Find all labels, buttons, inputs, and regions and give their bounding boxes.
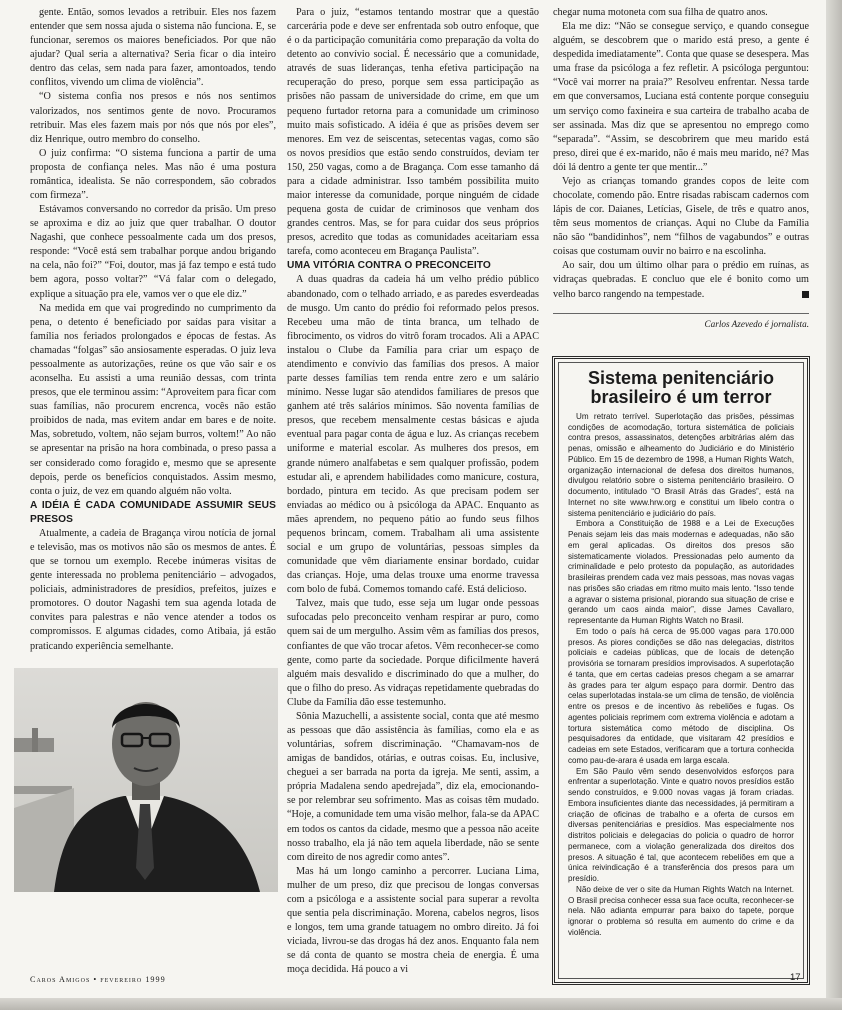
paragraph: “O sistema confia nos presos e nós nos sentimos valorizados, nos sentimos gente de novo. Procuramos retribuir. Mas eles fazem mais por nós que nós por eles”, diz Henrique, outro membro do conselho. bbox=[30, 91, 276, 145]
end-of-article-icon bbox=[802, 291, 809, 298]
paragraph: Para o juiz, “estamos tentando mostrar que a questão carcerária pode e deve ser enfrentada sob outro enfoque, que é o da participação comunitária como preparação da volta do detento ao convívio social. É necessário que a comunidade, através de suas lideranças, tenha efetiva participação na recuperação do preso, porque sem essa participação as prisões não passam de universidade do crime, em que um pequeno furtador retorna para a comunidade um criminoso muito mais sofisticado. A idéia é que as prisões devem ser menores. Em vez de seiscentas, setecentas vagas, como são os novos presídios que estão sendo construídos, deviam ter 150, 250 vagas, como a de Bragança. Com esse tamanho dá para a cidade administrar. Isso também possibilita muito maior interesse da comunidade, porque ninguém de cidade pequena gosta de cuidar de criminosos que venham dos grandes centros. Mas, se for para cuidar dos seus próprios presos, acredito que todas as comunidades aceitariam essa tarefa, como aconteceu em Bragança Paulista”. bbox=[287, 7, 539, 258]
paragraph: Vejo as crianças tomando grandes copos de leite com chocolate, comendo pão. Entre risadas rabiscam cadernos com lápis de cor. Daianes, Letícias, Gisele, de três e quatro anos, têm seus momentos de crianças. Aqui no Clube da Família não são “bandidinhos”, nem “filhos de vagabundos” e outras coisas que costumam ouvir no bairro e na escolinha. bbox=[553, 175, 809, 258]
sidebar-title: Sistema penitenciário brasileiro é um terror bbox=[587, 368, 775, 407]
page-edge-shadow bbox=[826, 0, 842, 1010]
paragraph: Estávamos conversando no corredor da prisão. Um preso se aproxima e diz ao juiz que quer trabalhar. O doutor Nagashi, que conhece pessoalmente cada um dos presos, responde: “Você está sem trabalhar porque andou brigando na cela, não foi?” “Foi, doutor, mas já faz tempo e está tudo bem agora, posso voltar?” “Vá falar com o delegado, explique a situação pra ele, vamos ver o que ele diz.” bbox=[30, 204, 276, 300]
paragraph: A duas quadras da cadeia há um velho prédio público abandonado, com o telhado arriado, e as paredes esverdeadas de musgo. Um canto do prédio foi reformado pelos presos. Recebeu uma mão de tinta branca, um telhado de fibrocimento, os vidros do vitrô foram trocados. Ali a APAC instalou o Clube da Família para criar um espaço de atendimento e convívio das famílias dos presos. A maior parte desses famílias tem renda entre zero e um salário mínimo. Nesse lugar são atendidos familiares de presos que ganhem até três salários mínimos. São noventa famílias de presos, que recebem mensalmente cestas básicas e ajuda eventual para pagar conta de água e luz. As crianças recebem uniforme e material escolar. As mulheres dos presos, em grande número analfabetas e sem qualquer profissão, podem estudar ali, e aprendem habilidades como manicure, costura, bordado, pintura em tecido. As que precisam podem ser enviadas ao médico ou à psicóloga da APAC. Enquanto as mães aprendem, no pequeno pátio ao fundo seus filhos pequenos brincam, comem. Trabalham ali uma assistente social e um grupo de voluntárias, pessoas simples da comunidade que vêm diariamente ensinar bordado, cuidar das crianças. Hoje, uma delas trouxe uma enorme travessa com bolo de fubá. Comemos tomando café. Está delicioso. bbox=[287, 274, 539, 596]
publication-footer: Caros Amigos • fevereiro 1999 bbox=[30, 975, 166, 984]
paragraph: Em todo o país há cerca de 95.000 vagas para 170.000 presos. As piores condições se dão nas delegacias, distritos policiais e cadeias públicas, que de locais de detenção provisória se tornaram presídios improvisados. A superlotação é tanta, que em certas cadeias presos chegam a se amarrar às grades para ter algum espaço para dormir. Dentro das celas superlotadas instala-se um clima de tensão, de violência entre os presos e de incentivo às rebeliões e fugas. Os agentes policiais reprimem com extrema violência e adotam a tortura sistemática como método de disciplina. Os pesquisadores da entidade, que visitaram 42 presídios e cadeias em sete Estados, verificaram que a tortura conhecida como pau-de-arara é usada em larga escala. bbox=[568, 626, 794, 765]
section-subhead: UMA VITÓRIA CONTRA O PRECONCEITO bbox=[287, 260, 491, 272]
section-subhead: A IDÉIA É CADA COMUNIDADE ASSUMIR SEUS PRESOS bbox=[30, 499, 276, 525]
page-bottom-shadow bbox=[0, 998, 842, 1010]
man-portrait-photo-icon bbox=[14, 668, 278, 892]
portrait-photo bbox=[14, 668, 278, 892]
sidebar-body bbox=[568, 412, 794, 939]
sidebar-box-inner bbox=[558, 362, 804, 979]
sidebar-box bbox=[552, 356, 810, 985]
paragraph: Um retrato terrível. Superlotação das prisões, péssimas condições de acomodação, tortura sistemática de policiais contra presos, assassinatos, detenções arbitrárias além das penas, omissão e alheamento do Judiciário e do Ministério Público. Em 15 de dezembro de 1998, a Human Rights Watch, organização internacional de defesa dos direitos humanos, divulgou relatório sobre o sistema penitenciário brasileiro. O documento, intitulado “O Brasil Atrás das Grades”, está na Internet no site www.hrw.org e constitui um libelo contra o sistema penitenciário e judiciário do país. bbox=[568, 411, 794, 518]
paragraph: gente. Então, somos levados a retribuir. Eles nos fazem entender que sem nossa ajuda o sistema não funciona. E, se funcionar, seremos os maiores beneficiados. Por que não ajudar? Qual seria a alternativa? Seria ficar o dia inteiro dentro das celas, sem nada para fazer, amontoados, tendo conflitos, vivendo um clima de violência”. bbox=[30, 7, 276, 89]
paragraph: Atualmente, a cadeia de Bragança virou notícia de jornal e televisão, mas os motivos não são os mesmos de antes. É que se tornou um exemplo. Recebe inúmeras visitas de gente interessada no problema penitenciário – advogados, policiais, administradores de presídios, prefeitos, juízes e promotores. O doutor Nagashi tem sua agenda lotada de convites para palestras e não vence atender a todos os compromissos. E algumas cidades, como Atibaia, já estão praticando experiência semelhante. bbox=[30, 527, 276, 652]
paragraph: Não deixe de ver o site da Human Rights Watch na Internet. O Brasil precisa conhecer essa sua face oculta, reconhecer-se nela. Não adianta empurrar para baixo do tapete, porque ignorar o problema só resulta em aumento do crime e da violência. bbox=[568, 884, 794, 937]
paragraph: Ela me diz: “Não se consegue serviço, e quando consegue alguém, se descobrem que o marido está preso, a gente é despedida imediatamente”. Conta que quase se desespera. Mas uma frase da psicóloga a fez refletir. A psicóloga perguntou: “Você vai morrer na praia?” Resolveu enfrentar. Nessa tarde em que conversamos, Luciana está contente porque conseguiu um serviço como faxineira e sua carteira de trabalho acaba de ser assinada. Mas diz que se apresentou no emprego como “separada”. “Assim, se descobrirem que meu marido está preso, direi que é ex-marido, não é mais meu marido, né? Mas dói lá dentro a gente ter que mentir...” bbox=[553, 21, 810, 173]
column-1 bbox=[30, 6, 276, 654]
page-number: 17 bbox=[790, 972, 801, 983]
paragraph: Talvez, mais que tudo, esse seja um lugar onde pessoas sufocadas pelo preconceito venham respirar ar puro, como quem sai de um mergulho. Assim vêm as famílias dos presos, confiantes de que vão trocar afetos. Vêm reconhecer-se como gente, como parte da sociedade. Porque dificilmente haverá alguém mais desvalido e discriminado do que a mulher, do que o filho do preso. As vidraças repetidamente quebradas do Clube da Família dão esse testemunho. bbox=[287, 598, 539, 708]
paragraph: O juiz confirma: “O sistema funciona a partir de uma proposta de confiança neles. Mas não é uma postura romântica, idealista. Se não correspondem, são cobrados com firmeza”. bbox=[30, 147, 276, 202]
paragraph bbox=[553, 259, 809, 301]
paragraph: Embora a Constituição de 1988 e a Lei de Execuções Penais sejam leis das mais modernas e adequadas, não são em geral aplicadas. Os direitos dos presos são sistematicamente violados. Pressionadas pelo aumento da criminalidade e pelo protesto da população, as autoridades brasileiras prendem cada vez mais pessoas, mas novas vagas nas prisões são criadas em ritmo muito mais lento. “Isso tende a agravar o sistema prisional, piorando sua situação de crise e gerando um caos ainda maior”, disse James Cavallaro, representante da Human Rights Watch no Brasil. bbox=[568, 519, 794, 626]
paragraph: Sônia Mazuchelli, a assistente social, conta que até mesmo as pessoas que dão assistência às famílias, como ela e as voluntárias, sofrem discriminação. “Chamavam-nos de amigas de bandidos, otárias, e outras coisas. Eu, inclusive, cheguei a ser barrada na porta da igreja. Me senti, assim, a própria Madalena sendo apedrejada”, diz ela, emocionando-se por relembrar seu sofrimento. Mas as coisas têm mudado. “Hoje, a comunidade tem uma visão melhor, fala-se da APAC em todos os cantos da cidade, mesmo que a pessoa não aceite nosso trabalho, ela já não tem aquela liberdade, não se sente com direito de nos agredir como antes”. bbox=[287, 710, 539, 863]
column-2 bbox=[287, 6, 539, 977]
paragraph: Na medida em que vai progredindo no cumprimento da pena, o detento é beneficiado por saídas para visitar a família nos feriados prolongados e épocas de festas. As chamadas “folgas” são ansiosamente esperadas. O juiz leva pessoalmente as autorizações, reúne os que vão sair e os aconselha. Eu assisti a uma reunião dessas, com trinta presos, que ele terminou assim: “Aproveitem para ficar com suas famílias, não procurem encrenca, vocês não estão proibidos de nada, mas evitem andar em bares e de noite. Mas, sobretudo, voltem, não sejam burros, voltem!” Ao não se apresentar na prisão na hora combinada, o preso passa a ser considerado como foragido e, mesmo que se apresente depois, perde os benefícios conquistados. Assim mesmo, conta o juiz, de vez em quando alguém não volta. bbox=[30, 302, 276, 497]
paragraph-text: Ao sair, dou um último olhar para o prédio em ruínas, as vidraças quebradas. E concluo que ele é bonito como um velho barco rangendo na tempestade. bbox=[553, 260, 809, 300]
paragraph: Mas há um longo caminho a percorrer. Luciana Lima, mulher de um preso, diz que precisou de longas conversas com a psicóloga e a assistente social para superar a revolta que sentia pela discriminação. Morena, cabelos negros, lisos e longos, tem uma grande tatuagem no ombro direito. Já foi viciada, livrou-se das drogas há dez anos. Enquanto fala nem se dá conta de quanto se mostra cheia de energia. É uma moça decidida. Há pouco a vi bbox=[287, 865, 539, 976]
author-credit: Carlos Azevedo é jornalista. bbox=[553, 313, 809, 329]
paragraph: chegar numa motoneta com sua filha de quatro anos. bbox=[553, 7, 768, 18]
paragraph: Em São Paulo vêm sendo desenvolvidos esforços para enfrentar a superlotação. Vinte e quatro novos presídios estão sendo construídos, e 9.000 novas vagas já foram criadas. Embora insuficientes diante das necessidades, já permitiram a criação de oficinas de trabalho e a oferta de cursos em diversas penitenciárias e presídios. Mas especialmente nos distritos policiais e delegacias do policia o quadro de horror permanece, com a violação generalizada dos direitos dos presos. A situação é tal, que acontecem rebeliões em que a única reivindicação é a transferência dos presos para um presídio. bbox=[568, 766, 794, 884]
